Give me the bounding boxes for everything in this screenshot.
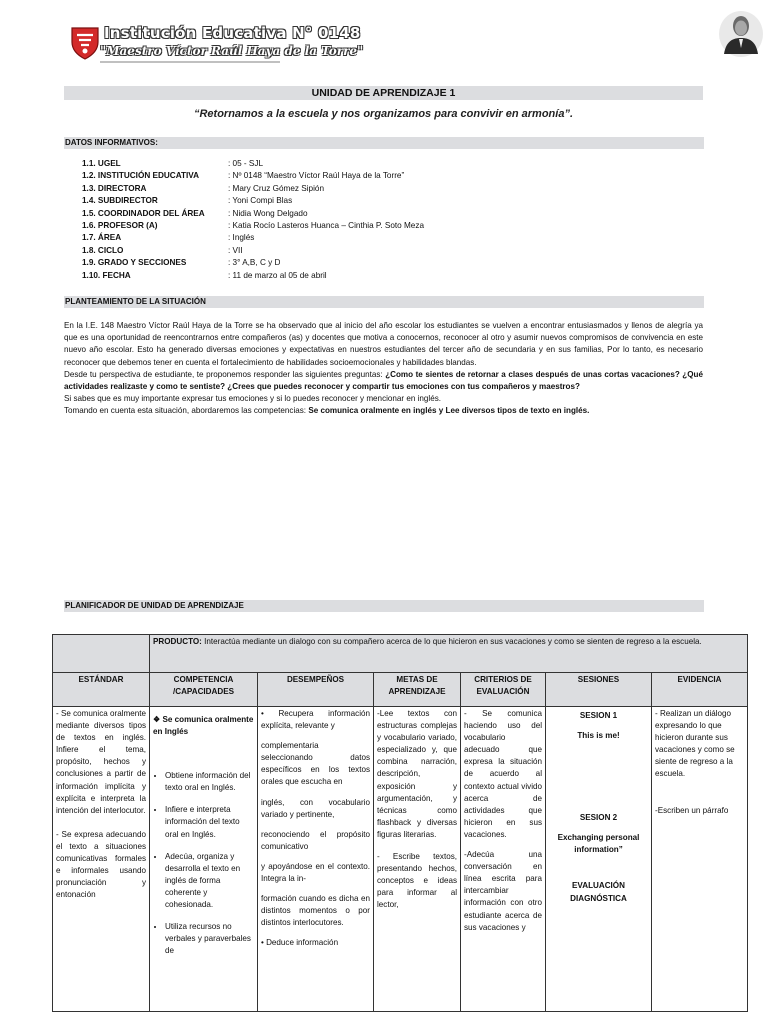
- header-metas: METAS DE APRENDIZAJE: [374, 673, 461, 707]
- producto-row: [53, 635, 748, 673]
- institution-name: Institución Educativa N° 0148: [104, 24, 361, 42]
- list-item: • Obtiene información del texto oral en Inglés.: [165, 770, 254, 794]
- school-crest-icon: [70, 26, 100, 60]
- competencia-title: ❖ Se comunica oralmente en Inglés: [153, 715, 254, 737]
- planificador-table: [52, 634, 748, 1012]
- header-criterios: CRITERIOS DE EVALUACIÓN: [461, 673, 546, 707]
- diamond-bullet-icon: ❖: [153, 715, 163, 724]
- table-header-row: [53, 673, 748, 707]
- header-sesiones: SESIONES: [546, 673, 652, 707]
- header-estandar: ESTÁNDAR: [53, 673, 150, 707]
- situacion-questions: Desde tu perspectiva de estudiante, te proponemos responder las siguientes preguntas: ¿Como te sientes de retornar a clases después de unas cortas vacaciones? ¿Qué actividades realizaste y como te sentiste? ¿Crees que puedes reconocer y compartir tus emociones con tus compañeros y maestros?: [64, 369, 703, 392]
- list-item: • Infiere e interpreta información del texto oral en Inglés.: [165, 804, 254, 840]
- desempenos-cell: • Recupera información explícita, relevante y complementaria seleccionando datos específicos en los textos orales que escucha en inglés, con vocabulario variado y pertinente, reconociendo el propósito comunicativo y apoyándose en el contexto. Integra la in- formación cuando es dicha en distintos momentos o por distintos interlocutores. • Deduce información: [258, 707, 374, 1012]
- header-desempenos: DESEMPEÑOS: [258, 673, 374, 707]
- header-competencia: COMPETENCIA /CAPACIDADES: [150, 673, 258, 707]
- situacion-paragraph: Si sabes que es muy importante expresar tus emociones y si lo puedes reconocer y mencionar en inglés.: [64, 394, 442, 404]
- situacion-text: [64, 320, 703, 418]
- producto-empty-cell: [53, 635, 150, 673]
- header-evidencia: EVIDENCIA: [652, 673, 748, 707]
- metas-cell: -Lee textos con estructuras complejas y vocabulario variado, especializado y, que combina narración, descripción, exposición y argumentación, y técnicas como flashback y diversas figuras literarias. - Escribe textos, presentando hechos, conceptos e ideas para informar al lector,: [374, 707, 461, 1012]
- situacion-paragraph: En la I.E. 148 Maestro Víctor Raúl Haya de la Torre se ha observado que al inicio del año escolar los estudiantes se vuelven a encontrar entusiasmados y llenos de alegría ya que es una oportunidad de reencontrarnos entre compañeros (as) y docentes que motiva a conocernos, reconocer al otro y asumir nuevos compromisos de convivencia en este nuevo año escolar. Esto ha generado diversas emociones y expectativas en nuestros estudiantes del tercer año de secundaria y en sus familias, Por lo tanto, es necesario reconocer que debemos tener en cuenta el fortalecimiento de habilidades socioemocionales y habilidades blandas.: [64, 321, 703, 367]
- datos-heading: DATOS INFORMATIVOS:: [64, 137, 704, 149]
- institution-subtitle: "Maestro Víctor Raúl Haya de la Torre": [100, 44, 364, 58]
- portrait-icon: [718, 10, 764, 58]
- producto-cell: PRODUCTO: Interactúa mediante un dialogo con su compañero acerca de lo que hicieron en sus vacaciones y como se sienten de regreso a la escuela.: [150, 635, 748, 673]
- capacidades-list: [153, 770, 254, 957]
- list-item: • Utiliza recursos no verbales y paraverbales de: [165, 921, 254, 957]
- list-item: • Adecúa, organiza y desarrolla el texto en inglés de forma coherente y cohesionada.: [165, 851, 254, 911]
- planificador-heading: PLANIFICADOR DE UNIDAD DE APRENDIZAJE: [64, 600, 704, 612]
- estandar-cell: - Se comunica oralmente mediante diversos tipos de textos en inglés. Infiere el tema, propósito, hechos y conclusiones a partir de información implícita y explícita e interpreta la intención del interlocutor. - Se expresa adecuando el texto a situaciones comunicativas formales e informales usando pronunciación y entonación: [53, 707, 150, 1012]
- situacion-heading: PLANTEAMIENTO DE LA SITUACIÓN: [64, 296, 704, 308]
- table-row: [53, 707, 748, 1012]
- criterios-cell: - Se comunica haciendo uso del vocabulario adecuado que expresa la situación de acuerdo al contexto actual vivido acerca de actividades que hicieron en sus vacaciones. -Adecúa una conversación en línea escrita para intercambiar información con otro estudiante acerca de sus vacaciones y: [461, 707, 546, 1012]
- header-divider: [100, 61, 280, 63]
- competencia-cell: [150, 707, 258, 1012]
- unit-title: UNIDAD DE APRENDIZAJE 1: [64, 86, 703, 100]
- evidencia-cell: - Realizan un diálogo expresando lo que hicieron durante sus vacaciones y como se siente de regreso a la escuela. -Escriben un párrafo: [652, 707, 748, 1012]
- sesiones-cell: SESION 1 This is me! SESION 2 Exchanging personal information” EVALUACIÓN DIAGNÓSTICA: [546, 707, 652, 1012]
- situacion-competencias: Tomando en cuenta esta situación, abordaremos las competencias: Se comunica oralmente en inglés y Lee diversos tipos de texto en inglés.: [64, 406, 590, 416]
- unit-slogan: “Retornamos a la escuela y nos organizamos para convivir en armonía”.: [193, 108, 574, 120]
